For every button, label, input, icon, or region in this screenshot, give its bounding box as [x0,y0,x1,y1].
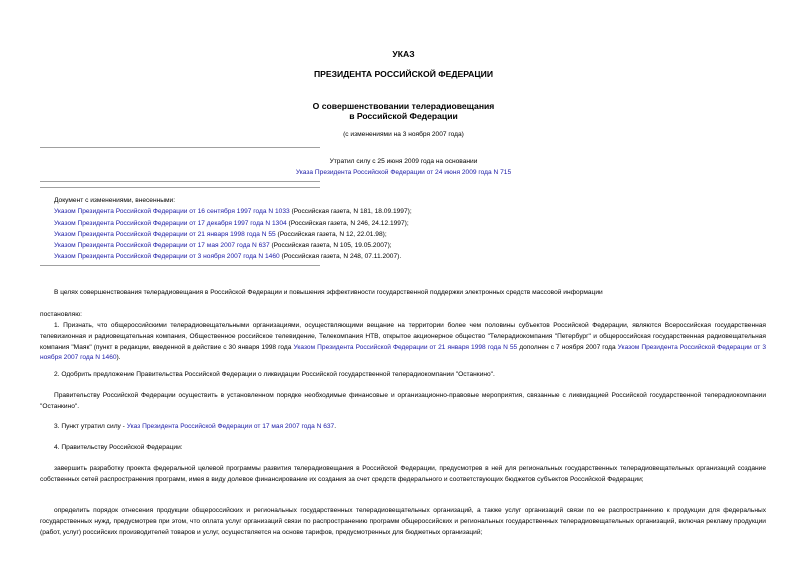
amendment-source: (Российская газета, N 248, 07.11.2007). [279,253,402,261]
list-item [54,218,774,229]
paragraph-1-link-1998[interactable]: Указом Президента Российской Федерации от 21 января 1998 года N 55 [293,343,518,351]
doc-subtitle-line1: О совершенствовании телерадиовещания [312,101,495,111]
amendment-link[interactable]: Указом Президента Российской Федерации от 17 декабря 1997 года N 1304 [54,219,287,227]
repeal-decree-link[interactable]: Указа Президента Российской Федерации от 24 июня 2009 года N 715 [295,169,512,176]
paragraph-1 [40,321,766,364]
list-item [54,251,774,262]
list-item [54,229,774,240]
paragraph-4a: завершить разработку проекта федеральной целевой программы развития телерадиовещания в Российской Федерации, предусмотрев в ней для региональных государственных телерадиовещательных организаций создание собственных сетей распространения программ, имея в виду долевое финансирование их создания за счет средств федерального и соответствующих бюджетов субъектов Российской Федерации; [40,465,766,483]
doc-title-line1: УКАЗ [392,49,415,59]
amendments-intro: Документ с изменениями, внесенными: [54,197,176,204]
paragraph-1-end: ). [116,354,121,362]
paragraph-1-mid: дополнен с 7 ноября 2007 года [517,343,618,351]
divider [40,187,320,188]
amendment-link[interactable]: Указом Президента Российской Федерации от 3 ноября 2007 года N 1460 [54,253,280,261]
paragraph-2: 2. Одобрить предложение Правительства Российской Федерации о ликвидации Российской государственной телерадиокомпании "Останкино". [54,371,495,378]
amendment-source: (Российская газета, N 246, 24.12.1997); [286,219,409,227]
amendment-link[interactable]: Указом Президента Российской Федерации от 21 января 1998 года N 55 [54,230,276,238]
doc-subtitle-line2: в Российской Федерации [349,111,458,121]
decree-word: постановляю: [40,311,83,318]
amendment-source: (Российская газета, N 181, 18.09.1997); [289,208,412,216]
list-item [54,206,774,217]
amendment-source: (Российская газета, N 105, 19.05.2007); [269,242,392,250]
divider [40,265,320,266]
amendment-link[interactable]: Указом Президента Российской Федерации от 16 сентября 1997 года N 1033 [54,208,290,216]
amendment-note: (с изменениями на 3 ноября 2007 года) [343,131,464,138]
paragraph-1-link-2007[interactable]: Указом Президента Российской Федерации от 3 ноября 2007 года N 1460 [40,343,766,362]
paragraph-1-text: 1. Признать, что общероссийскими телерадиовещательными организациями, осуществляющими вещание на территории более чем половины субъектов Российской Федерации, являются Всероссийская государственная телевизионная и радиовещательная компания, Общественное российское телевидение, Телекомпания НТВ, открытое акционерное общество "Телерадиокомпания "Петербург" и общероссийская государственная радиовещательная компания "Маяк" (пункт в редакции, введенной в действие с 30 января 1998 года [40,322,766,351]
repeal-link-line [0,169,807,177]
divider [40,181,320,182]
paragraph-4b: определить порядок отнесения продукции общероссийских и региональных государственных телерадиовещательных организаций, а также услуг организаций связи по ее распространению к продукции для федеральных государственных нужд, предусмотрев при этом, что оплата услуг организаций связи по распространению программ общероссийских и региональных государственных телерадиовещательных организаций, включая рекламу продукции (работ, услуг) российских производителей товаров и услуг, осуществляется на основе тарифов, предусмотренных для бюджетных организаций; [40,507,766,536]
repeal-notice: Утратил силу с 25 июня 2009 года на основании [329,158,478,165]
amendments-list [54,195,774,263]
list-item [54,240,774,251]
paragraph-3-text: 3. Пункт утратил силу - [54,423,127,430]
doc-title-line2: ПРЕЗИДЕНТА РОССИЙСКОЙ ФЕДЕРАЦИИ [313,69,494,79]
preamble: В целях совершенствования телерадиовещания в Российской Федерации и повышения эффективности государственной поддержки электронных средств массовой информации [54,289,603,296]
amendment-source: (Российская газета, N 12, 22.01.98); [275,230,387,238]
amendment-link[interactable]: Указом Президента Российской Федерации от 17 мая 2007 года N 637 [54,242,270,250]
paragraph-3 [40,422,766,433]
divider [40,147,320,148]
paragraph-3-end: . [334,423,337,430]
paragraph-2b: Правительству Российской Федерации осуществить в установленном порядке необходимые финансовые и организационно-правовые мероприятия, связанные с ликвидацией Российской государственной телерадиокомпании "Останкино". [40,392,766,410]
paragraph-3-link[interactable]: Указ Президента Российской Федерации от 17 мая 2007 года N 637 [126,423,335,430]
paragraph-4: 4. Правительству Российской Федерации: [54,444,183,451]
